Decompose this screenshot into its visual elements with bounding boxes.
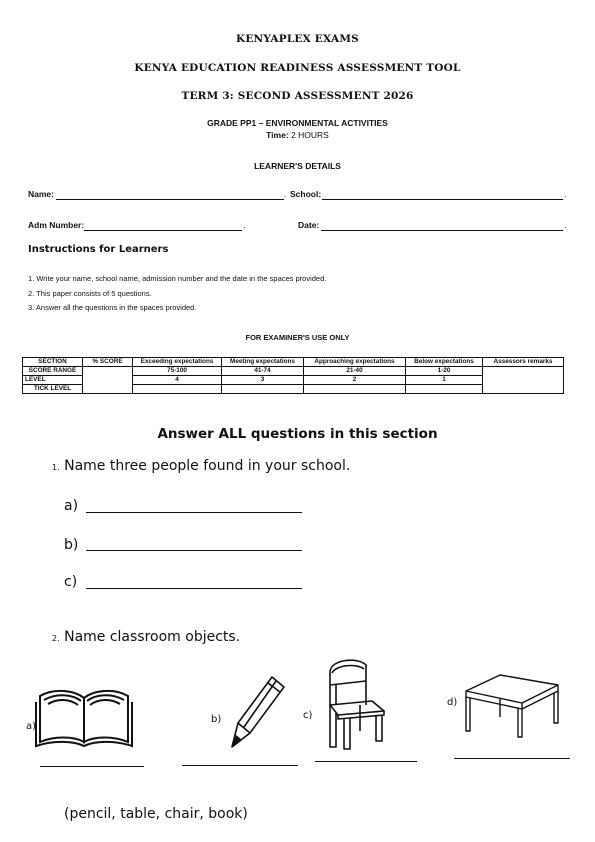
col-header-score: % SCORE xyxy=(83,358,133,367)
table-cell: 21-40 xyxy=(304,367,406,376)
name-field[interactable] xyxy=(56,199,284,200)
adm-number-label: Adm Number: xyxy=(28,220,85,230)
date-label: Date: xyxy=(298,220,320,230)
object-label-b: b) xyxy=(211,714,222,725)
table-header-row xyxy=(23,358,564,367)
section-title: Answer ALL questions in this section xyxy=(157,426,438,442)
examiner-use-heading: FOR EXAMINER'S USE ONLY xyxy=(245,333,350,342)
answer-line-object-c[interactable] xyxy=(315,761,417,762)
object-label-c: c) xyxy=(303,710,313,721)
answer-label: b) xyxy=(64,537,79,553)
row-label-score-range: SCORE RANGE xyxy=(23,367,83,376)
table-cell: 1 xyxy=(406,376,483,385)
table-cell: 1-20 xyxy=(406,367,483,376)
col-header-meeting: Meeting expectations xyxy=(222,358,304,367)
question-2 xyxy=(52,629,240,645)
col-header-remarks: Assessors remarks xyxy=(483,358,564,367)
time-line xyxy=(0,130,595,140)
table-row xyxy=(23,367,564,376)
chair-icon xyxy=(318,655,390,755)
answer-line-object-d[interactable] xyxy=(454,758,570,759)
instructions-heading: Instructions for Learners xyxy=(28,244,169,255)
school-field-end: . xyxy=(564,189,567,199)
name-label: Name: xyxy=(28,189,54,199)
question-text: Name classroom objects. xyxy=(64,629,241,645)
table-cell: 41-74 xyxy=(222,367,304,376)
tick-cell[interactable] xyxy=(133,385,222,394)
instruction-item: 3. Answer all the questions in the spaces provided. xyxy=(28,303,197,312)
name-field-end: . xyxy=(284,189,287,199)
object-label-d: d) xyxy=(447,697,458,708)
tick-cell[interactable] xyxy=(304,385,406,394)
answer-label: a) xyxy=(64,498,79,514)
question-1 xyxy=(52,458,350,474)
school-label: School: xyxy=(290,189,322,199)
answer-line-c[interactable] xyxy=(86,588,302,589)
tick-cell[interactable] xyxy=(406,385,483,394)
adm-field-end: . xyxy=(243,220,246,230)
book-icon xyxy=(34,684,134,748)
pencil-icon xyxy=(228,673,290,753)
time-label: Time: xyxy=(266,130,289,140)
col-header-below: Below expectations xyxy=(406,358,483,367)
assessors-remarks-cell[interactable] xyxy=(483,367,564,394)
percent-score-cell[interactable] xyxy=(83,367,133,394)
learners-details-heading: LEARNER'S DETAILS xyxy=(254,161,341,171)
row-label-level: LEVEL xyxy=(23,376,83,385)
table-cell: 4 xyxy=(133,376,222,385)
tick-cell[interactable] xyxy=(222,385,304,394)
table-cell: 2 xyxy=(304,376,406,385)
assessment-tool-title: KENYA EDUCATION READINESS ASSESSMENT TOOL xyxy=(134,62,461,74)
answer-line-b[interactable] xyxy=(86,550,302,551)
time-value: 2 HOURS xyxy=(291,130,329,140)
table-icon xyxy=(460,669,560,739)
answer-line-a[interactable] xyxy=(86,512,302,513)
table-cell: 75-100 xyxy=(133,367,222,376)
word-bank-hint: (pencil, table, chair, book) xyxy=(64,806,248,822)
answer-line-object-b[interactable] xyxy=(182,765,298,766)
instruction-item: 1. Write your name, school name, admission number and the date in the spaces provided. xyxy=(28,274,327,283)
question-number: 1. xyxy=(52,463,60,472)
answer-line-object-a[interactable] xyxy=(40,766,144,767)
object-label-a: a) xyxy=(26,721,37,732)
examiner-score-table xyxy=(22,357,564,394)
col-header-section: SECTION xyxy=(23,358,83,367)
date-field-end: . xyxy=(564,220,567,230)
term-title: TERM 3: SECOND ASSESSMENT 2026 xyxy=(181,90,414,102)
table-cell: 3 xyxy=(222,376,304,385)
date-field[interactable] xyxy=(321,230,563,231)
row-label-tick-level: TICK LEVEL xyxy=(23,385,83,394)
col-header-exceeding: Exceeding expectations xyxy=(133,358,222,367)
answer-label: c) xyxy=(64,574,78,590)
question-text: Name three people found in your school. xyxy=(64,458,351,474)
instruction-item: 2. This paper consists of 5 questions. xyxy=(28,289,152,298)
question-number: 2. xyxy=(52,634,60,643)
school-field[interactable] xyxy=(322,199,563,200)
col-header-approaching: Approaching expectations xyxy=(304,358,406,367)
adm-number-field[interactable] xyxy=(84,230,242,231)
grade-subject-title: GRADE PP1 – ENVIRONMENTAL ACTIVITIES xyxy=(207,118,388,128)
exam-provider-title: KENYAPLEX EXAMS xyxy=(236,33,359,45)
